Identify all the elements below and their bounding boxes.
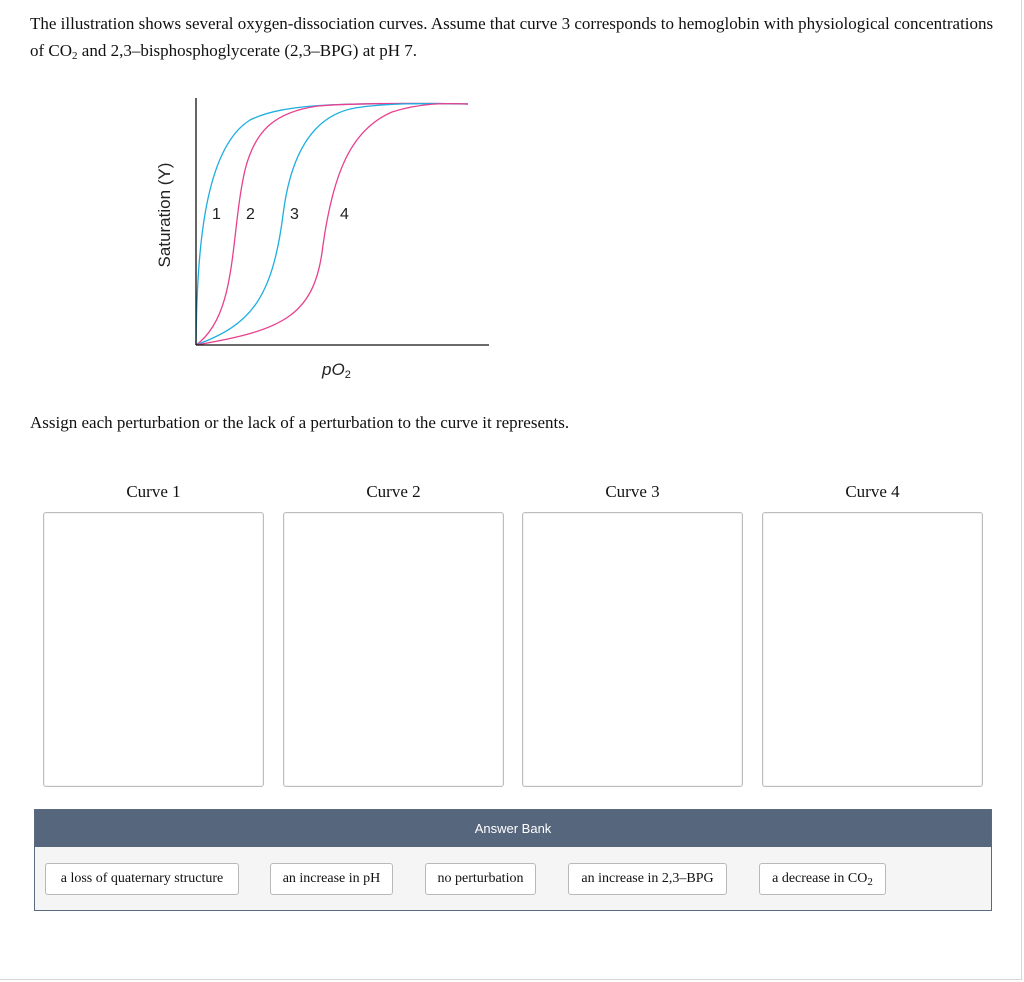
y-axis-label-text: Saturation (Y) xyxy=(155,162,174,268)
answer-chip-loss-of-quaternary-structure[interactable] xyxy=(45,863,239,895)
oxygen-dissociation-figure xyxy=(150,90,500,360)
curve-1-target-label: Curve 1 xyxy=(126,482,181,501)
curve-2-number: 2 xyxy=(246,206,255,223)
answer-chip-text: a decrease in CO xyxy=(772,871,868,886)
answer-chip-no-perturbation[interactable] xyxy=(425,863,536,895)
curve-2-line xyxy=(196,103,468,345)
x-axis-label xyxy=(322,360,351,380)
curve-3-drop-zone[interactable] xyxy=(522,512,743,787)
curve-4-number: 4 xyxy=(340,206,349,223)
answer-chip-text: an increase in pH xyxy=(282,871,381,886)
curve-3-number: 3 xyxy=(290,206,299,223)
answer-chip-increase-in-bpg[interactable] xyxy=(568,863,727,895)
intro-text-part1: The illustration shows several oxygen-dissociation curves. Assume that curve 3 corresponds to hemoglobin with physiological concentrations of CO xyxy=(30,14,994,60)
answer-bank xyxy=(34,809,992,911)
answer-bank-title: Answer Bank xyxy=(35,810,991,847)
intro-text-part2: and 2,3–bisphosphoglycerate (2,3–BPG) at pH 7. xyxy=(77,41,418,60)
curve-1-number: 1 xyxy=(212,206,221,223)
answer-chip-increase-in-ph[interactable] xyxy=(270,863,393,895)
intro-co2-subscript: 2 xyxy=(72,50,78,62)
curve-4-target-label: Curve 4 xyxy=(845,482,900,501)
question-intro xyxy=(30,10,1005,64)
answer-chip-text: a loss of quaternary structure xyxy=(60,871,224,886)
answer-chip-text: an increase in 2,3–BPG xyxy=(581,871,714,886)
x-axis-label-main: pO xyxy=(322,360,345,379)
curve-4-drop-zone[interactable] xyxy=(762,512,983,787)
curve-2-drop-zone[interactable] xyxy=(283,512,504,787)
x-axis-label-sub: 2 xyxy=(344,369,351,381)
assignment-prompt: Assign each perturbation or the lack of a perturbation to the curve it represents. xyxy=(30,413,570,432)
answer-chip-decrease-in-co2[interactable] xyxy=(759,863,886,895)
answer-chip-text: no perturbation xyxy=(437,871,524,886)
answer-chip-subscript: 2 xyxy=(867,876,873,888)
curve-1-drop-zone[interactable] xyxy=(43,512,264,787)
curve-2-target-label: Curve 2 xyxy=(366,482,421,501)
curve-3-target-label: Curve 3 xyxy=(605,482,660,501)
